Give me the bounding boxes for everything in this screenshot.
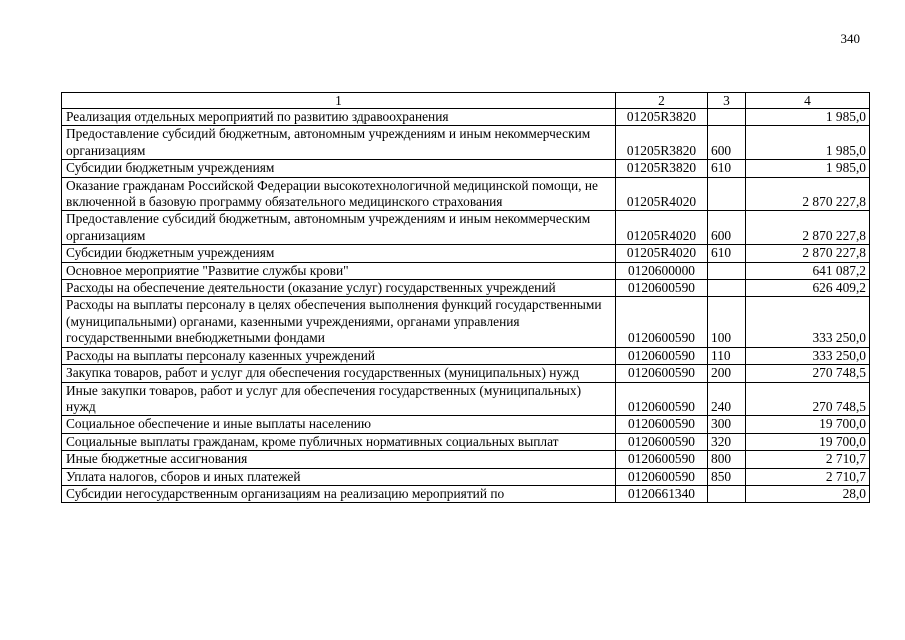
row-type-cell: [708, 177, 746, 211]
row-amount-cell: 1 985,0: [746, 126, 870, 160]
table-row: [62, 297, 870, 347]
row-name-cell: Закупка товаров, работ и услуг для обеспечения государственных (муниципальных) нужд: [62, 365, 616, 382]
table-row: [62, 451, 870, 468]
table-row: [62, 211, 870, 245]
row-code-cell: 01205R4020: [616, 245, 708, 262]
row-code-cell: 01205R3820: [616, 109, 708, 126]
header-cell-name: 1: [62, 93, 616, 109]
row-name-cell: Субсидии бюджетным учреждениям: [62, 160, 616, 177]
table-row: [62, 382, 870, 416]
row-code-cell: 01205R4020: [616, 211, 708, 245]
row-type-cell: 610: [708, 160, 746, 177]
row-code-cell: 0120600590: [616, 365, 708, 382]
row-code-cell: 01205R3820: [616, 160, 708, 177]
row-name-cell: Субсидии негосударственным организациям на реализацию мероприятий по: [62, 485, 616, 502]
row-amount-cell: 333 250,0: [746, 297, 870, 347]
row-amount-cell: 1 985,0: [746, 109, 870, 126]
row-name-cell: Иные закупки товаров, работ и услуг для обеспечения государственных (муниципальных) нужд: [62, 382, 616, 416]
row-type-cell: 300: [708, 416, 746, 433]
row-code-cell: 0120600590: [616, 347, 708, 364]
table-row: [62, 433, 870, 450]
row-code-cell: 01205R3820: [616, 126, 708, 160]
row-amount-cell: 270 748,5: [746, 382, 870, 416]
table-row: [62, 126, 870, 160]
header-cell-amount: 4: [746, 93, 870, 109]
row-type-cell: [708, 280, 746, 297]
table-row: [62, 280, 870, 297]
row-type-cell: 600: [708, 126, 746, 160]
row-code-cell: 0120600000: [616, 262, 708, 279]
row-name-cell: Субсидии бюджетным учреждениям: [62, 245, 616, 262]
row-type-cell: 850: [708, 468, 746, 485]
table-row: [62, 262, 870, 279]
row-amount-cell: 19 700,0: [746, 433, 870, 450]
row-type-cell: [708, 109, 746, 126]
row-code-cell: 01205R4020: [616, 177, 708, 211]
row-type-cell: 600: [708, 211, 746, 245]
row-amount-cell: 2 870 227,8: [746, 245, 870, 262]
row-amount-cell: 2 870 227,8: [746, 211, 870, 245]
table-row: [62, 485, 870, 502]
table-row: [62, 347, 870, 364]
row-name-cell: Предоставление субсидий бюджетным, автономным учреждениям и иным некоммерческим организациям: [62, 211, 616, 245]
table-row: [62, 177, 870, 211]
row-type-cell: 800: [708, 451, 746, 468]
row-amount-cell: 2 710,7: [746, 468, 870, 485]
row-amount-cell: 2 710,7: [746, 451, 870, 468]
row-amount-cell: 333 250,0: [746, 347, 870, 364]
header-cell-code: 2: [616, 93, 708, 109]
row-name-cell: Оказание гражданам Российской Федерации высокотехнологичной медицинской помощи, не включенной в базовую программу обязательного медицинского страхования: [62, 177, 616, 211]
row-code-cell: 0120600590: [616, 416, 708, 433]
row-amount-cell: 28,0: [746, 485, 870, 502]
row-name-cell: Расходы на выплаты персоналу казенных учреждений: [62, 347, 616, 364]
row-type-cell: 610: [708, 245, 746, 262]
row-type-cell: 200: [708, 365, 746, 382]
row-code-cell: 0120600590: [616, 433, 708, 450]
row-code-cell: 0120600590: [616, 297, 708, 347]
row-amount-cell: 2 870 227,8: [746, 177, 870, 211]
header-cell-type: 3: [708, 93, 746, 109]
row-type-cell: 320: [708, 433, 746, 450]
row-code-cell: 0120600590: [616, 280, 708, 297]
table-row: [62, 416, 870, 433]
row-amount-cell: 626 409,2: [746, 280, 870, 297]
row-name-cell: Социальные выплаты гражданам, кроме публичных нормативных социальных выплат: [62, 433, 616, 450]
row-amount-cell: 1 985,0: [746, 160, 870, 177]
row-name-cell: Реализация отдельных мероприятий по развитию здравоохранения: [62, 109, 616, 126]
header-row: [62, 93, 870, 109]
page-number: 340: [840, 31, 860, 46]
row-amount-cell: 641 087,2: [746, 262, 870, 279]
row-code-cell: 0120600590: [616, 451, 708, 468]
row-type-cell: [708, 485, 746, 502]
budget-table: [61, 92, 870, 503]
row-name-cell: Уплата налогов, сборов и иных платежей: [62, 468, 616, 485]
row-name-cell: Основное мероприятие "Развитие службы крови": [62, 262, 616, 279]
row-type-cell: 110: [708, 347, 746, 364]
table-row: [62, 245, 870, 262]
row-amount-cell: 270 748,5: [746, 365, 870, 382]
row-code-cell: 0120600590: [616, 382, 708, 416]
table-row: [62, 365, 870, 382]
row-name-cell: Социальное обеспечение и иные выплаты населению: [62, 416, 616, 433]
row-code-cell: 0120600590: [616, 468, 708, 485]
row-name-cell: Иные бюджетные ассигнования: [62, 451, 616, 468]
table-row: [62, 109, 870, 126]
row-type-cell: 100: [708, 297, 746, 347]
table-row: [62, 160, 870, 177]
budget-table-body: [62, 93, 870, 503]
row-name-cell: Расходы на выплаты персоналу в целях обеспечения выполнения функций государственными (муниципальными) органами, казенными учреждениями, органами управления государственными внебюджетными фондами: [62, 297, 616, 347]
row-type-cell: 240: [708, 382, 746, 416]
table-row: [62, 468, 870, 485]
row-name-cell: Предоставление субсидий бюджетным, автономным учреждениям и иным некоммерческим организациям: [62, 126, 616, 160]
row-code-cell: 0120661340: [616, 485, 708, 502]
row-name-cell: Расходы на обеспечение деятельности (оказание услуг) государственных учреждений: [62, 280, 616, 297]
row-type-cell: [708, 262, 746, 279]
row-amount-cell: 19 700,0: [746, 416, 870, 433]
